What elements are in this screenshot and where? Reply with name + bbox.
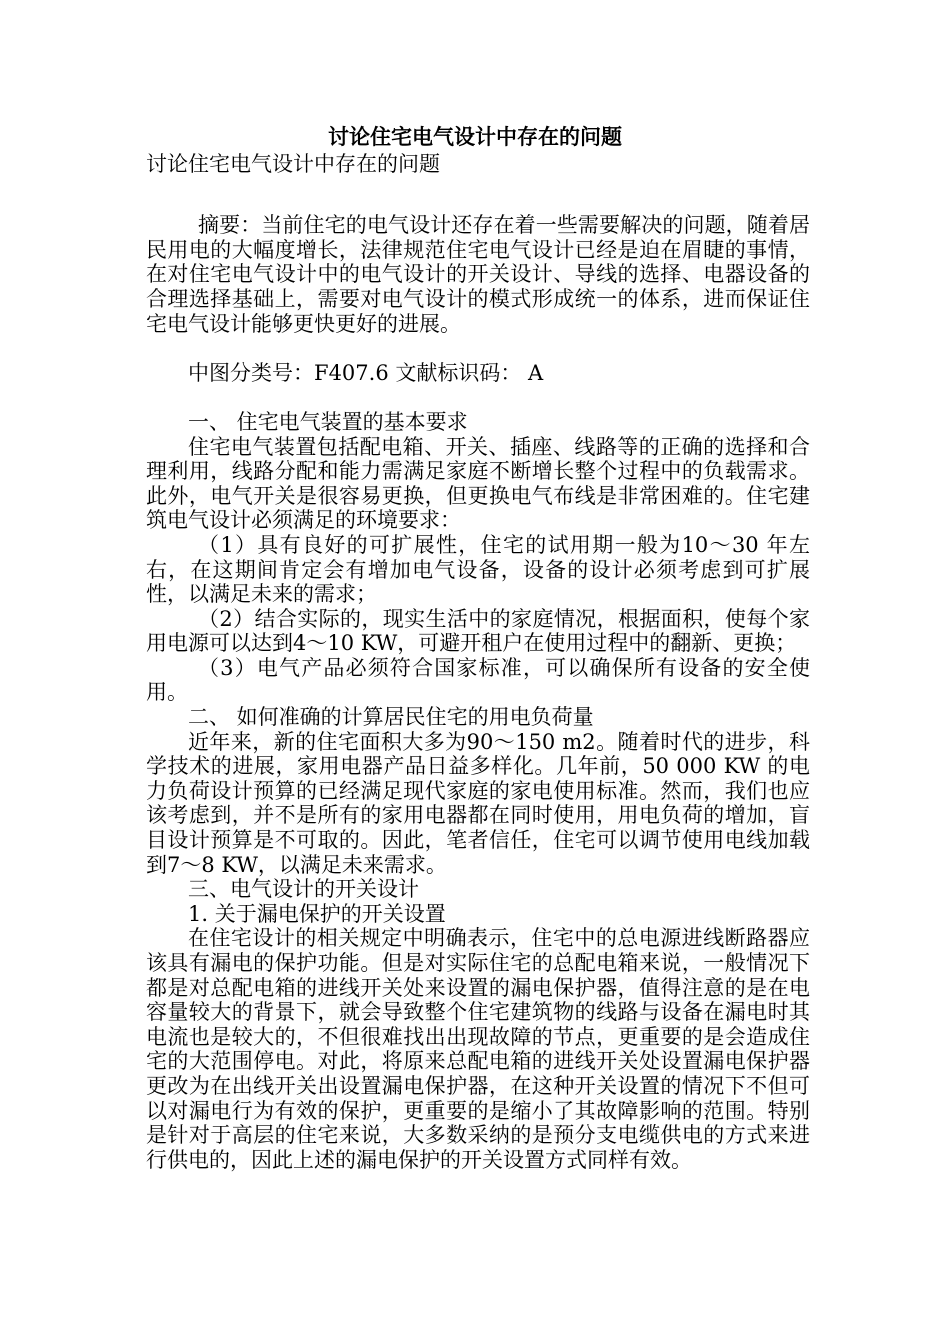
document-title: 讨论住宅电气设计中存在的问题 [328, 124, 622, 149]
spacer [146, 336, 810, 361]
list-item: （1）具有良好的可扩展性，住宅的试用期一般为10～30 年左右，在这期间肯定会有增加电气设备，设备的设计必须考虑到可扩展性，以满足未来的需求； [146, 532, 810, 607]
spacer [146, 177, 810, 202]
section-heading: 三、电气设计的开关设计 [188, 877, 419, 902]
section-heading: 二、 如何准确的计算居民住宅的用电负荷量 [188, 705, 594, 730]
spacer [146, 201, 810, 213]
document-body [146, 152, 810, 1172]
document-subtitle: 讨论住宅电气设计中存在的问题 [146, 152, 440, 176]
section-paragraph: 在住宅设计的相关规定中明确表示，住宅中的总电源进线断路器应该具有漏电的保护功能。但是对实际住宅的总配电箱来说，一般情况下都是对总配电箱的进线开关处来设置的漏电保护器，值得注意的是在电容量较大的背景下，就会导致整个住宅建筑物的线路与设备在漏电时其电流也是较大的，不但很难找出出现故障的节点，更重要的是会造成住宅的大范围停电。对此，将原来总配电箱的进线开关处设置漏电保护器更改为在出线开关出设置漏电保护器，在这种开关设置的情况下不但可以对漏电行为有效的保护，更重要的是缩小了其故障影响的范围。特别是针对于高层的住宅来说，大多数采纳的是预分支电缆供电的方式来进行供电的，因此上述的漏电保护的开关设置方式同样有效。 [146, 926, 810, 1172]
list-item: （3）电气产品必须符合国家标准，可以确保所有设备的安全使用。 [146, 655, 810, 705]
list-item: （2）结合实际的，现实生活中的家庭情况，根据面积，使每个家用电源可以达到4～10 KW，可避开租户在使用过程中的翻新、更换； [146, 606, 810, 656]
section-heading: 一、 住宅电气装置的基本要求 [188, 409, 468, 434]
section-paragraph: 住宅电气装置包括配电箱、开关、插座、线路等的正确的选择和合理利用，线路分配和能力需满足家庭不断增长整个过程中的负载需求。此外，电气开关是很容易更换，但更换电气布线是非常困难的。住宅建筑电气设计必须满足的环境要求： [146, 434, 810, 533]
subsection-heading: 1. 关于漏电保护的开关设置 [188, 901, 446, 926]
abstract-paragraph: 摘要：当前住宅的电气设计还存在着一些需要解决的问题，随着居民用电的大幅度增长，法律规范住宅电气设计已经是迫在眉睫的事情，在对住宅电气设计中的电气设计的开关设计、导线的选择、电器设备的合理选择基础上，需要对电气设计的模式形成统一的体系，进而保证住宅电气设计能够更快更好的进展。 [146, 213, 810, 336]
spacer [146, 385, 810, 410]
section-paragraph: 近年来，新的住宅面积大多为90～150 m2。随着时代的进步，科学技术的进展，家用电器产品日益多样化。几年前，50 000 KW 的电力负荷设计预算的已经满足现代家庭的家电使用标准。然而，我们也应该考虑到，并不是所有的家用电器都在同时使用，用电负荷的增加，盲目设计预算是不可取的。因此，笔者信任，住宅可以调节使用电线加载到7～8 KW，以满足未来需求。 [146, 729, 810, 877]
classification-line: 中图分类号：F407.6 文献标识码： A [188, 360, 544, 385]
